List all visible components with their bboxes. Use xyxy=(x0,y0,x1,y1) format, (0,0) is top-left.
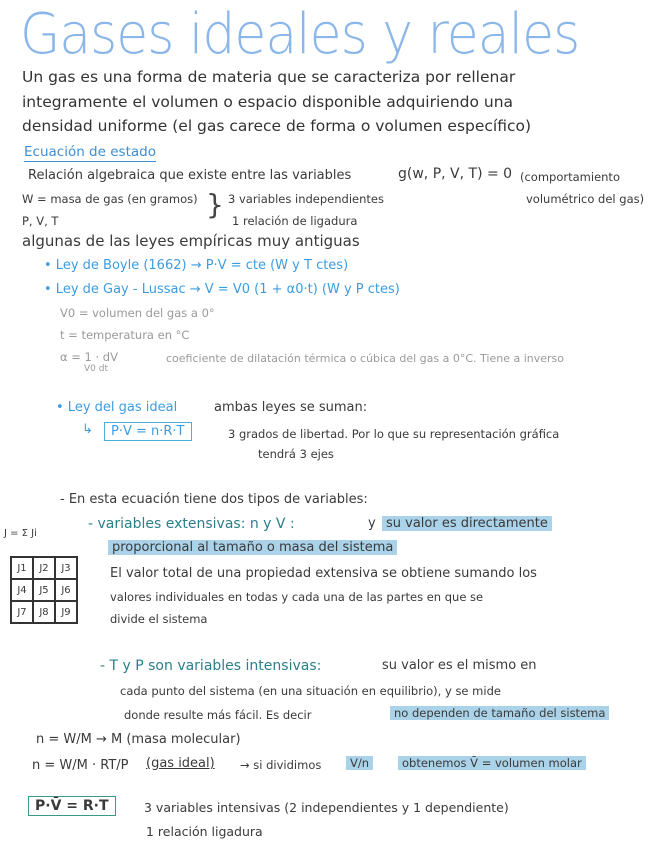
ideal-gas-law-label: • Ley del gas ideal xyxy=(56,400,178,415)
boyle-law: • Ley de Boyle (1662) → P·V = cte (W y T ctes) xyxy=(44,258,349,273)
moles-ideal-formula: n = W/M · RT/P xyxy=(32,758,129,773)
t-def: t = temperatura en °C xyxy=(60,328,190,342)
final-text-2: 1 relación ligadura xyxy=(146,824,263,839)
volumetrico-text: volumétrico del gas) xyxy=(526,192,645,206)
alpha-denominator: V0 dt xyxy=(84,364,108,374)
grados-line-2: tendrá 3 ejes xyxy=(258,447,334,461)
grid-cell: J2 xyxy=(33,557,55,579)
gay-lussac-law: • Ley de Gay - Lussac → V = V0 (1 + α0·t) (W y P ctes) xyxy=(44,282,400,297)
tipos-heading: - En esta ecuación tiene dos tipos de variables: xyxy=(60,492,368,507)
intro-line-1: Un gas es una forma de materia que se caracteriza por rellenar xyxy=(22,68,516,86)
alpha-numerator: α = 1 · dV xyxy=(60,350,118,364)
extensivas-text-1: El valor total de una propiedad extensiva se obtiene sumando los xyxy=(110,566,537,581)
ideal-gas-law-text: ambas leyes se suman: xyxy=(214,400,368,415)
leyes-heading: algunas de las leyes empíricas muy antiguas xyxy=(22,232,360,250)
intro-line-3: densidad uniforme (el gas carece de forma o volumen específico) xyxy=(22,117,532,135)
v-over-n: V/n xyxy=(346,756,373,770)
extensivas-label: - variables extensivas: n y V : xyxy=(88,516,295,532)
molar-equation: P·V̄ = R·T xyxy=(28,796,116,816)
intensivas-text-1: su valor es el mismo en xyxy=(382,658,537,673)
vars-list: P, V, T xyxy=(22,214,59,228)
extensivas-text-2: valores individuales en todas y cada una de las partes en que se xyxy=(110,590,484,604)
brace-symbol: } xyxy=(206,188,224,221)
system-grid xyxy=(10,556,78,624)
intensivas-text-3: donde resulte más fácil. Es decir xyxy=(124,708,312,722)
grid-cell: J8 xyxy=(33,601,55,623)
grid-cell: J9 xyxy=(55,601,77,623)
intensivas-text-2: cada punto del sistema (en una situación en equilibrio), y se mide xyxy=(120,684,501,698)
independientes-text: 3 variables independientes xyxy=(228,192,384,206)
grid-cell: J7 xyxy=(11,601,33,623)
grados-line-1: 3 grados de libertad. Por lo que su representación gráfica xyxy=(228,427,560,441)
section-heading: Ecuación de estado xyxy=(24,144,156,160)
intensivas-label: - T y P son variables intensivas: xyxy=(100,658,322,674)
grid-cell: J3 xyxy=(55,557,77,579)
grid-cell: J4 xyxy=(11,579,33,601)
extensivas-highlight-1: su valor es directamente xyxy=(382,516,552,531)
moles-formula: n = W/M → M (masa molecular) xyxy=(36,732,241,747)
relacion-text: Relación algebraica que existe entre las variables xyxy=(28,168,352,183)
volumen-molar: obtenemos V̄ = volumen molar xyxy=(398,756,586,770)
gas-ideal-label: (gas ideal) xyxy=(146,756,215,771)
masa-def: W = masa de gas (en gramos) xyxy=(22,192,198,206)
ligadura-text: 1 relación de ligadura xyxy=(232,214,358,228)
ideal-gas-equation: P·V = n·R·T xyxy=(104,422,192,441)
grid-cell: J6 xyxy=(55,579,77,601)
final-text-1: 3 variables intensivas (2 independientes y 1 dependiente) xyxy=(144,800,509,815)
extensivas-y: y xyxy=(368,516,376,531)
comportamiento-text: (comportamiento xyxy=(520,170,620,184)
intensivas-highlight: no dependen de tamaño del sistema xyxy=(390,706,609,720)
alpha-description: coeficiente de dilatación térmica o cúbica del gas a 0°C. Tiene a inverso xyxy=(166,352,564,365)
v0-def: V0 = volumen del gas a 0° xyxy=(60,306,215,320)
extensivas-text-3: divide el sistema xyxy=(110,612,208,626)
function-expr: g(w, P, V, T) = 0 xyxy=(398,166,513,182)
sum-formula: J = Σ Ji xyxy=(4,528,37,539)
arrow-icon: ↳ xyxy=(82,422,93,437)
si-dividimos-text: → si dividimos xyxy=(240,758,322,772)
grid-cell: J1 xyxy=(11,557,33,579)
grid-cell: J5 xyxy=(33,579,55,601)
page-title: Gases ideales y reales xyxy=(20,2,580,67)
intro-line-2: integramente el volumen o espacio disponible adquiriendo una xyxy=(22,93,514,111)
extensivas-highlight-2: proporcional al tamaño o masa del sistema xyxy=(108,540,397,555)
